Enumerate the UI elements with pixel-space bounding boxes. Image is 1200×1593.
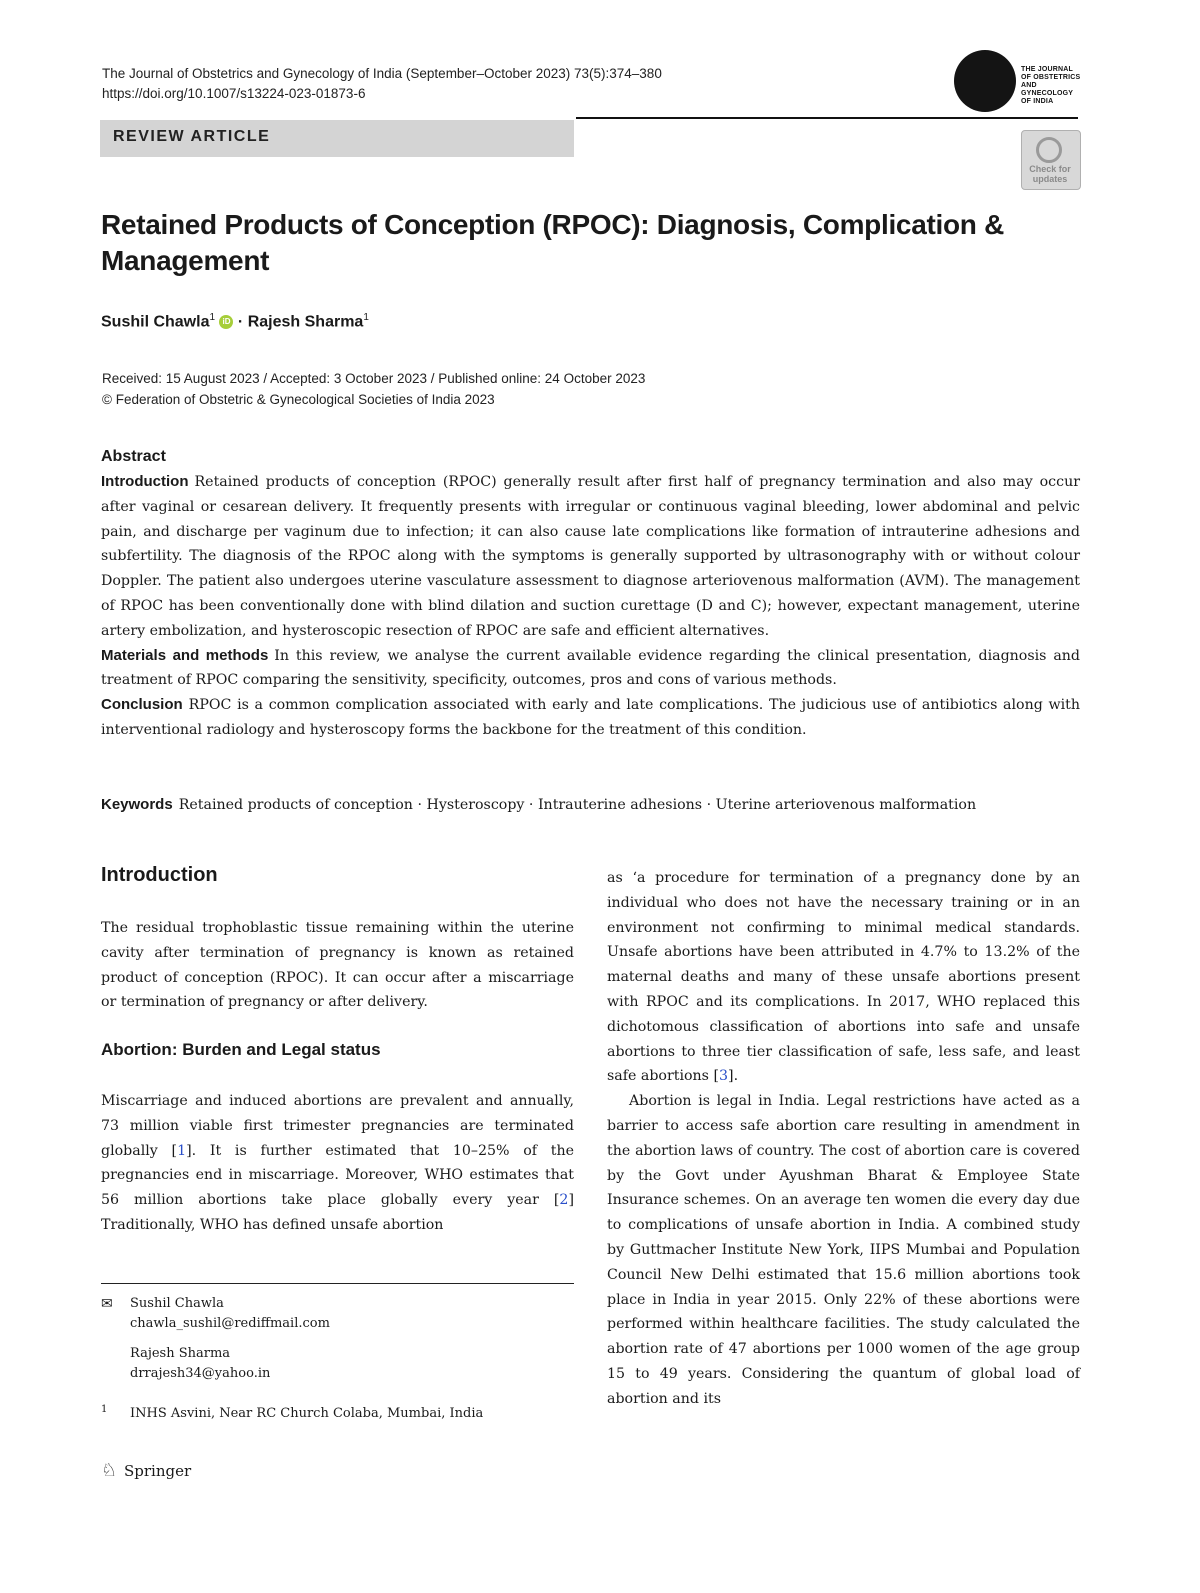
publication-dates: Received: 15 August 2023 / Accepted: 3 October 2023 / Published online: 24 October 2023 [102, 371, 646, 386]
abstract-methods-label: Materials and methods [101, 646, 269, 664]
envelope-icon: ✉ [101, 1296, 113, 1312]
copyright-notice: © Federation of Obstetric & Gynecological Societies of India 2023 [102, 392, 495, 407]
affiliation-marker: 1 [363, 312, 369, 323]
citation-link[interactable]: 1 [177, 1142, 187, 1159]
body-paragraph: The residual trophoblastic tissue remaining within the uterine cavity after termination of pregnancy is known as retained product of conception (RPOC). It can occur after a miscarriage or termination of pregnancy or after delivery. [101, 920, 574, 1011]
author-name[interactable]: Sushil Chawla [101, 313, 210, 331]
abstract-conclusion-text: RPOC is a common complication associated with early and late complications. The judicious use of antibiotics along with interventional radiology and hysteroscopy forms the backbone for the treatment of this condition. [101, 697, 1080, 738]
abstract-intro-text: Retained products of conception (RPOC) generally result after first half of pregnancy termination and also may occur after vaginal or cesarean delivery. It frequently presents with irregular or continuous vaginal bleeding, lower abdominal and pelvic pain, and discharge per vaginum due to infection; it can also cause late complications like formation of intrauterine adhesions and subfertility. The diagnosis of the RPOC along with the symptoms is generally supported by ultrasonography with or without colour Doppler. The patient also undergoes uterine vasculature assessment to diagnose arteriovenous malformation (AVM). The management of RPOC has been conventionally done with blind dilation and suction curettage (D and C); however, expectant management, uterine artery embolization, and hysteroscopic resection of RPOC are safe and efficient alternatives. [101, 474, 1080, 639]
corresponding-author-name: Rajesh Sharma [130, 1346, 231, 1361]
abstract-heading: Abstract [101, 448, 166, 465]
article-title: Retained Products of Conception (RPOC): Diagnosis, Complication & Management [101, 209, 1004, 276]
affiliation-text: INHS Asvini, Near RC Church Colaba, Mumbai, India [130, 1406, 484, 1421]
author-email[interactable]: chawla_sushil@rediffmail.com [130, 1316, 330, 1331]
corresponding-author-name: Sushil Chawla [130, 1296, 224, 1311]
body-paragraph: Abortion is legal in India. Legal restrictions have acted as a barrier to access safe abortion care resulting in amendment in the abortion laws of country. The cost of abortion care is covered by the Govt under Ayushman Bharat & Employee State Insurance schemes. On an average ten women die every day due to complications of unsafe abortion in India. A combined study by Guttmacher Institute New York, IIPS Mumbai and Population Council New Delhi estimated that 15.6 million abortions took place in India in year 2015. Only 22% of these abortions were performed within healthcare facilities. The study calculated the abortion rate of 47 abortions per 1000 women of the age group 15 to 49 years. Considering the quantum of global load of abortion and its [607, 1093, 1080, 1407]
body-text: as ‘a procedure for termination of a pregnancy done by an individual who does not have the necessary training or in an environment not confirming to minimal medical standards. Unsafe abortions have been attributed in 4.7% to 13.2% of the maternal deaths and many of these unsafe abortions present with RPOC and its complications. In 2017, WHO replaced this dichotomous classification of abortions into safe and unsafe abortions to three tier classification of safe, less safe, and least safe abortions [ [607, 870, 1080, 1085]
check-for-updates-icon [1036, 137, 1062, 163]
citation-link[interactable]: 2 [559, 1192, 569, 1209]
springer-horse-icon: ♘ [101, 1460, 118, 1480]
section-heading-abortion: Abortion: Burden and Legal status [101, 1040, 381, 1059]
abstract-intro-label: Introduction [101, 473, 189, 490]
abstract-conclusion [101, 693, 1080, 743]
author-email[interactable]: drrajesh34@yahoo.in [130, 1366, 271, 1381]
orcid-icon[interactable]: iD [219, 315, 233, 329]
journal-citation: The Journal of Obstetrics and Gynecology of India (September–October 2023) 73(5):374–380 [102, 66, 662, 81]
author-list [101, 312, 369, 331]
footnote-rule [101, 1283, 574, 1284]
abstract-conclusion-label: Conclusion [101, 696, 183, 714]
author-separator: · [233, 313, 248, 331]
body-paragraph [101, 1089, 574, 1238]
section-heading-introduction: Introduction [101, 864, 218, 886]
body-text: ]. [728, 1068, 739, 1085]
publisher-name: Springer [124, 1462, 192, 1480]
doi-link[interactable]: https://doi.org/10.1007/s13224-023-01873-6 [102, 86, 366, 101]
body-paragraph [607, 866, 1080, 1089]
citation-link[interactable]: 3 [719, 1068, 729, 1085]
intro-paragraph [101, 916, 574, 1015]
journal-logo-icon [954, 50, 1016, 112]
keywords-text: Retained products of conception · Hysteroscopy · Intrauterine adhesions · Uterine arteriovenous malformation [178, 797, 977, 813]
abstract-methods [101, 644, 1080, 694]
article-type-label: REVIEW ARTICLE [113, 128, 271, 145]
abstract-body [101, 470, 1080, 743]
keywords [101, 794, 1080, 816]
body-text: Miscarriage and induced abortions are prevalent and annually, 73 million viable first trimester pregnancies are terminated globally [ [101, 1093, 574, 1159]
abortion-paragraph [101, 1089, 574, 1238]
abstract-introduction [101, 470, 1080, 644]
body-text: ]. It is further estimated that 10–25% of the pregnancies end in miscarriage. Moreover, WHO estimates that 56 million abortions take place globally every year [ [101, 1142, 574, 1209]
journal-logo-text: THE JOURNAL OF OBSTETRICS AND GYNECOLOGY OF INDIA [1021, 66, 1081, 105]
affiliation-number: 1 [101, 1404, 108, 1415]
check-for-updates-label: Check for updates [1029, 164, 1071, 184]
abstract-methods-text: In this review, we analyse the current available evidence regarding the clinical presentation, diagnosis and treatment of RPOC comparing the sensitivity, specificity, outcomes, pros and cons of various methods. [101, 647, 1080, 689]
affiliation-marker: 1 [209, 312, 216, 323]
keywords-label: Keywords [101, 796, 173, 813]
right-column [607, 866, 1080, 1412]
author-name[interactable]: Rajesh Sharma [247, 313, 364, 331]
body-text: ] Traditionally, WHO has defined unsafe abortion [101, 1192, 574, 1233]
header-rule [576, 117, 1078, 119]
